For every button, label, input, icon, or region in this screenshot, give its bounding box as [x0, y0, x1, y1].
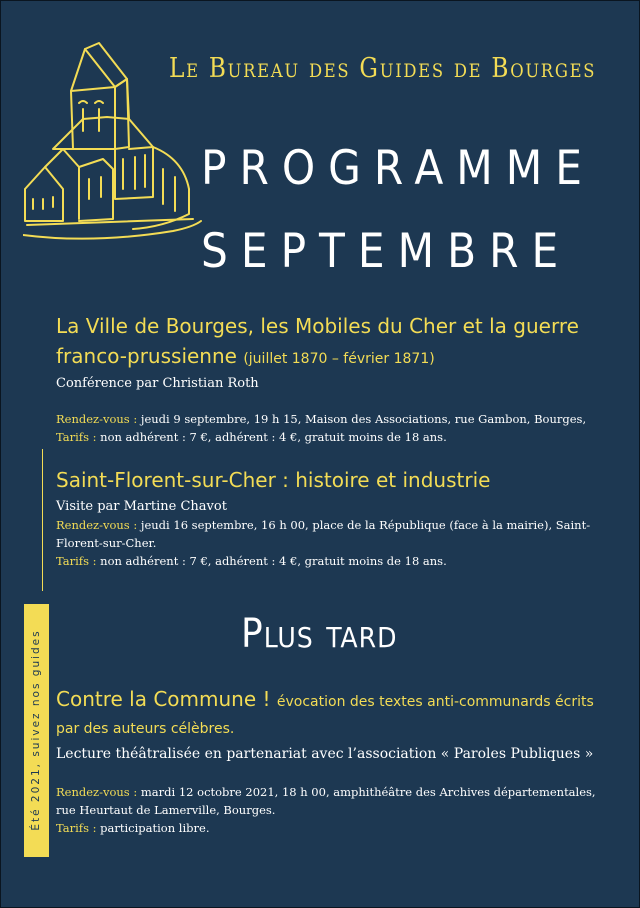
event-subtitle: Visite par Martine Chavot	[56, 499, 227, 514]
event-later	[56, 687, 616, 837]
tarifs-text: non adhérent : 7 €, adhérent : 4 €, gratuit moins de 18 ans.	[100, 554, 447, 568]
event-title: Saint-Florent-sur-Cher : histoire et industrie	[56, 468, 491, 492]
tarifs-text: non adhérent : 7 €, adhérent : 4 €, gratuit moins de 18 ans.	[100, 430, 447, 444]
tarifs-label: Tarifs :	[56, 554, 97, 568]
event-title	[56, 311, 616, 374]
rendezvous-label: Rendez-vous :	[56, 785, 138, 799]
tarifs-label: Tarifs :	[56, 430, 97, 444]
rendezvous-text: mardi 12 octobre 2021, 18 h 00, amphithéâtre des Archives départementales, rue Heurtaut de Lamerville, Bourges.	[56, 785, 596, 817]
season-side-text: Été 2021, suivez nos guides	[30, 629, 42, 831]
rendezvous-text: jeudi 16 septembre, 16 h 00, place de la République (face à la mairie), Saint-Florent-sur-Cher.	[56, 518, 591, 550]
event-title	[56, 687, 616, 741]
organization-name: Le Bureau des Guides de Bourges	[169, 53, 597, 84]
program-title-line2: SEPTEMBRE	[201, 224, 572, 279]
event-rendezvous	[56, 410, 616, 428]
event-title-text: Contre la Commune !	[56, 687, 271, 711]
event-subtitle: Conférence par Christian Roth	[56, 376, 259, 391]
event-title-text: La Ville de Bourges, les Mobiles du Cher et la guerre franco-prussienne	[56, 314, 579, 368]
tarifs-text: participation libre.	[100, 821, 210, 835]
event-visit	[56, 465, 616, 570]
rendezvous-label: Rendez-vous :	[56, 518, 138, 532]
event-dates: (juillet 1870 – février 1871)	[243, 351, 435, 367]
rendezvous-text: jeudi 9 septembre, 19 h 15, Maison des Associations, rue Gambon, Bourges,	[140, 412, 587, 426]
event-tarifs	[56, 428, 616, 446]
event-subtitle: Lecture théâtralisée en partenariat avec l’association « Paroles Publiques »	[56, 746, 594, 762]
event-description: évocation des textes anti-communards écrits par des auteurs célèbres.	[56, 694, 594, 737]
later-heading: Plus tard	[241, 611, 398, 657]
vertical-divider	[42, 449, 43, 591]
event-rendezvous	[56, 516, 616, 552]
event-conference	[56, 311, 616, 446]
event-rendezvous	[56, 783, 616, 819]
event-tarifs	[56, 552, 616, 570]
program-title-line1: PROGRAMME	[201, 141, 595, 196]
rendezvous-label: Rendez-vous :	[56, 412, 138, 426]
event-tarifs	[56, 819, 616, 837]
tarifs-label: Tarifs :	[56, 821, 97, 835]
